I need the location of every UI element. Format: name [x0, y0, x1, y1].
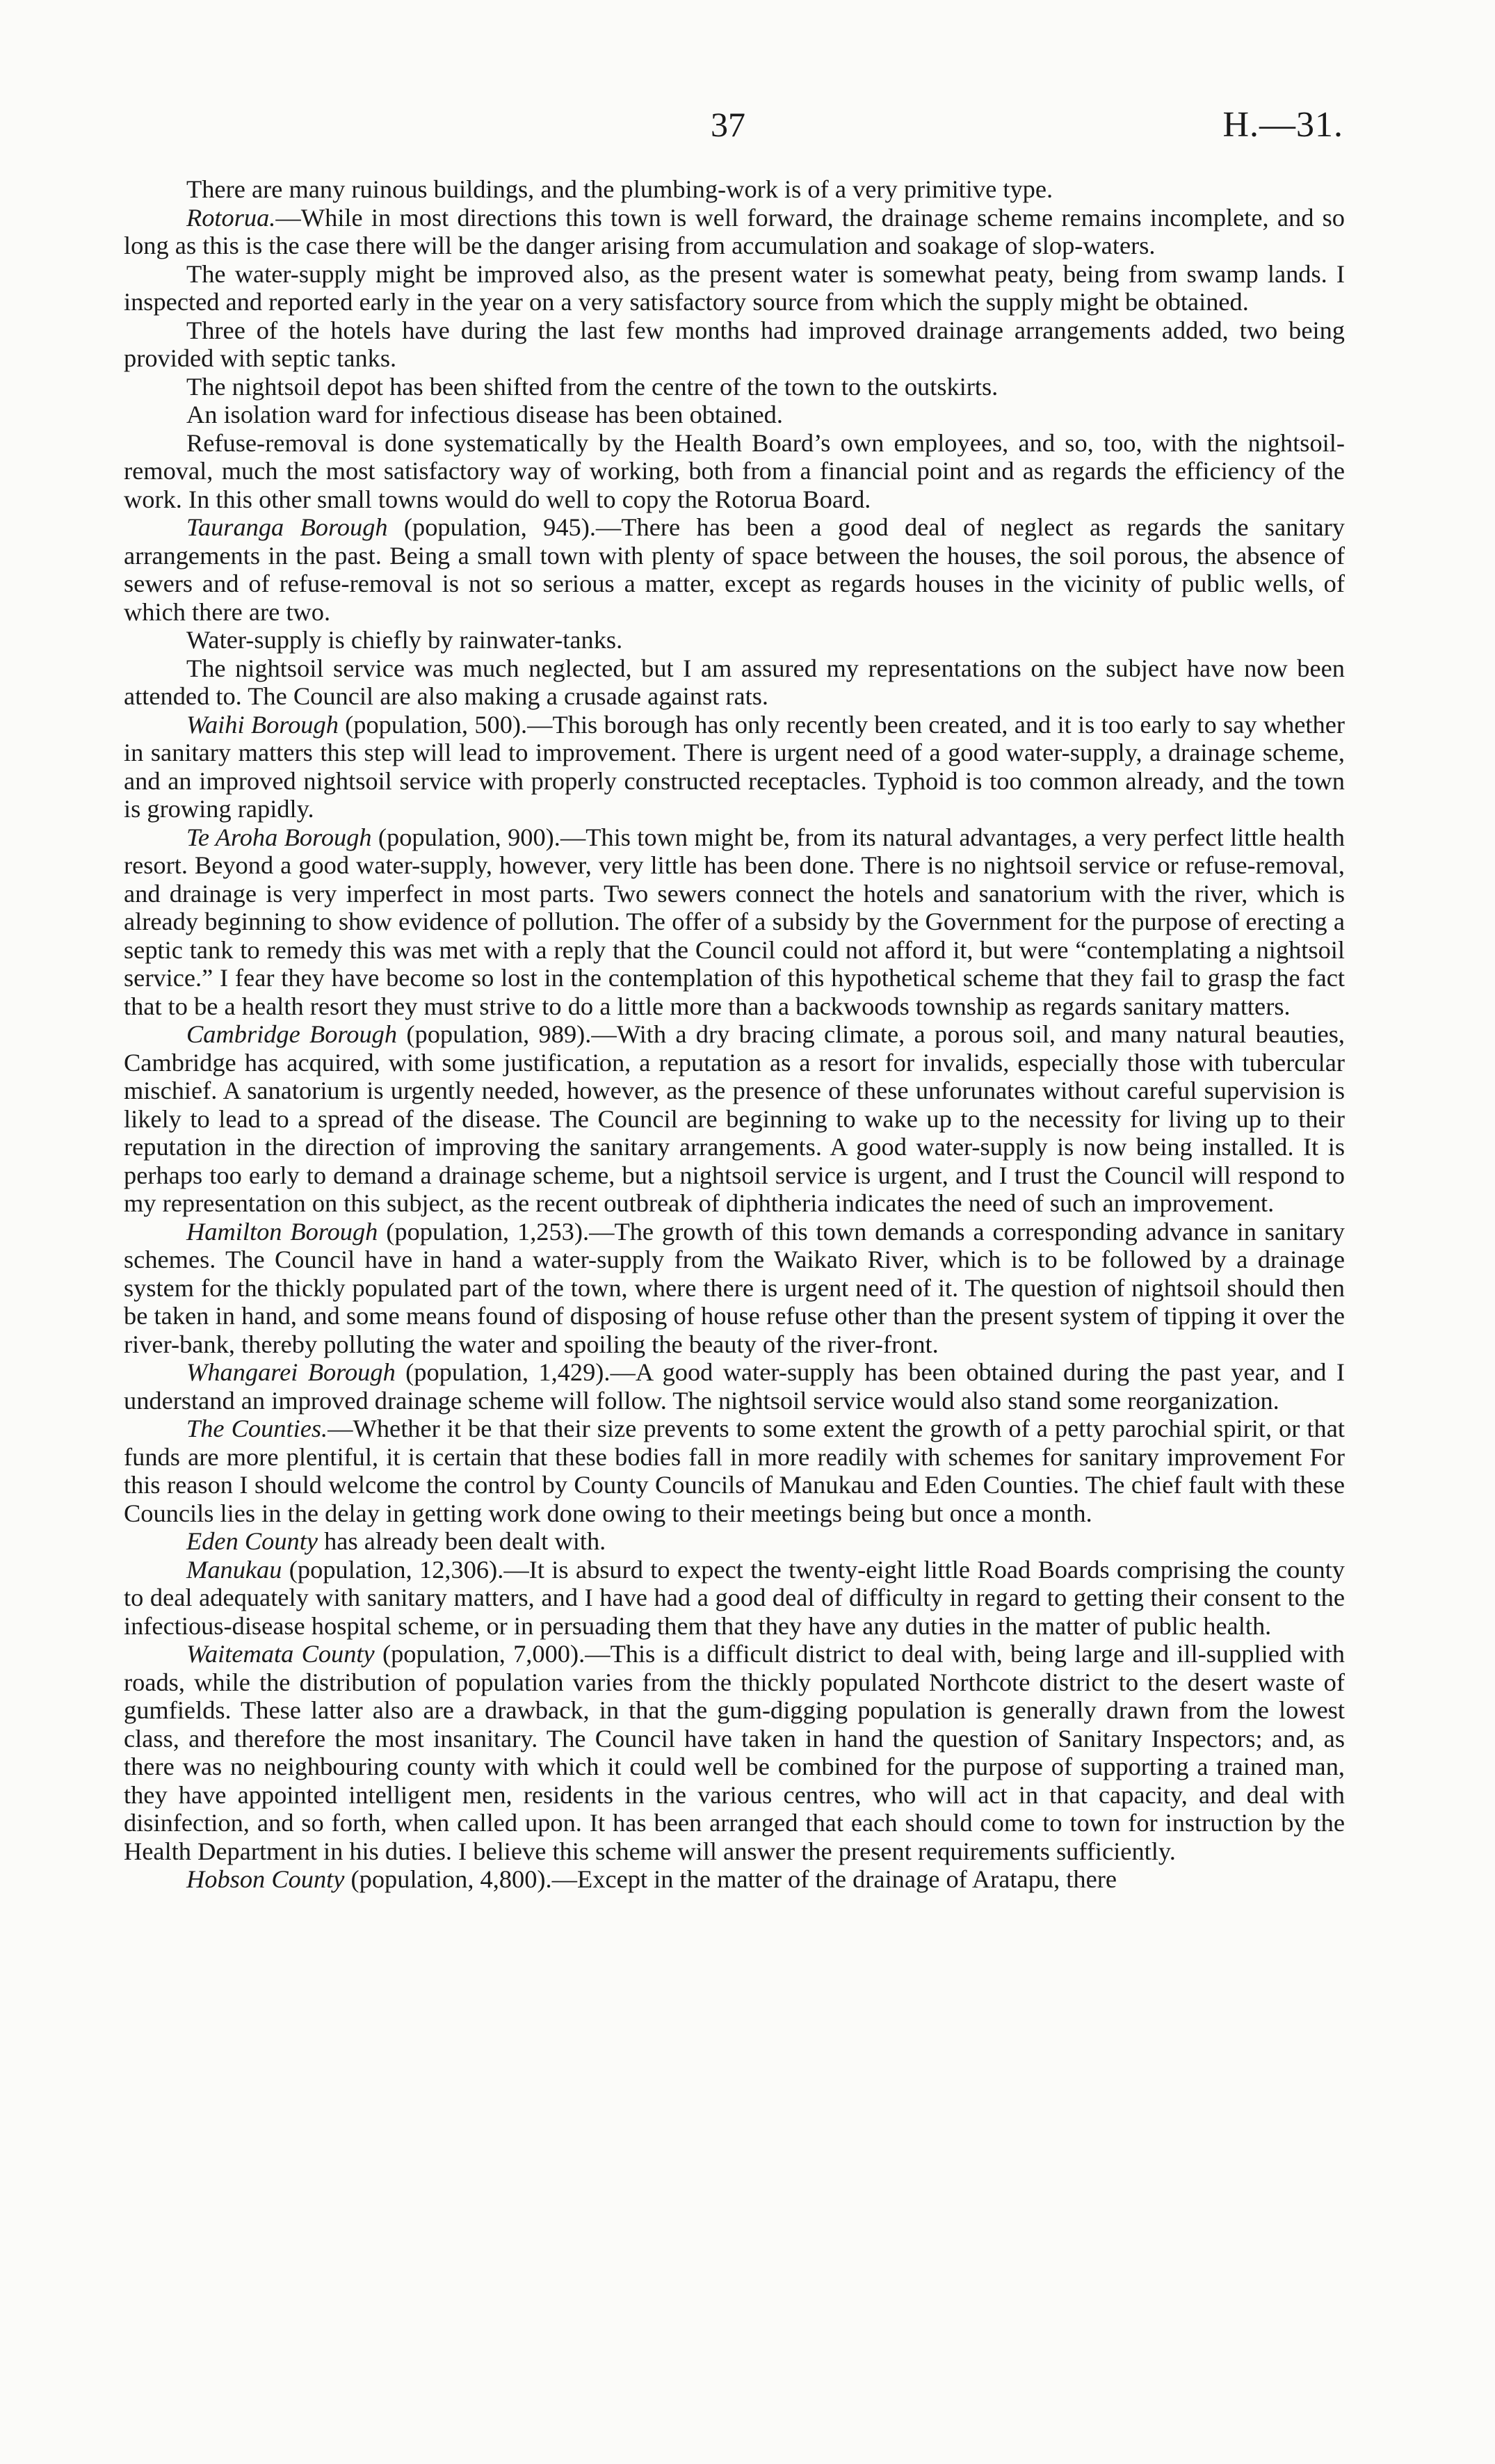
page-number: 37	[711, 105, 745, 144]
paragraph-heading: Te Aroha Borough	[186, 823, 372, 851]
paragraph	[124, 401, 1345, 429]
paragraph	[124, 1527, 1345, 1556]
paragraph-heading: Waihi Borough	[186, 710, 339, 739]
paragraph-text: (population, 12,306).—It is absurd to expect the twenty-eight little Road Boards comprising the county to deal adequately with sanitary matters, and I have had a good deal of difficulty in regard to getting their consent to the infectious-disease hospital scheme, or in persuading them that they have any duties in the matter of public health.	[124, 1555, 1345, 1640]
paragraph	[124, 260, 1345, 316]
paragraph	[124, 1020, 1345, 1218]
paragraph	[124, 429, 1345, 514]
paragraph	[124, 175, 1345, 204]
paragraph-text: —While in most directions this town is well forward, the drainage scheme remains incomplete, and so long as this is the case there will be the danger arising from accumulation and soakage of slop-waters.	[124, 203, 1345, 259]
paragraph	[124, 513, 1345, 626]
paragraph	[124, 204, 1345, 260]
paragraph-text: (population, 1,253).—The growth of this town demands a corresponding advance in sanitary schemes. The Council have in hand a water-supply from the Waikato River, which is to be followed by a drainage system for the thickly populated part of the town, where there is urgent need of it. The question of nightsoil should then be taken in hand, and some means found of disposing of house refuse other than the present system of tipping it over the river-bank, thereby polluting the water and spoiling the beauty of the river-front.	[124, 1217, 1345, 1358]
paragraph-text: Three of the hotels have during the last few months had improved drainage arrangements added, two being provided with septic tanks.	[124, 316, 1345, 372]
paragraph-text: (population, 7,000).—This is a difficult district to deal with, being large and ill-supplied with roads, while the distribution of population varies from the thickly populated Northcote district to the desert waste of gumfields. These latter also are a drawback, in that the gum-digging population is generally drawn from the lowest class, and therefore the most insanitary. The Council have taken in hand the question of Sanitary Inspectors; and, as there was no neighbouring county with which it could well be combined for the purpose of supporting a trained man, they have appointed intelligent men, residents in the various centres, who will act in that capacity, and deal with disinfection, and so forth, when called upon. It has been arranged that each should come to town for instruction by the Health Department in his duties. I believe this scheme will answer the present requirements sufficiently.	[124, 1640, 1345, 1865]
paragraph	[124, 1640, 1345, 1865]
paragraph-text: (population, 900).—This town might be, from its natural advantages, a very perfect little health resort. Beyond a good water-supply, however, very little has been done. There is no nightsoil service or refuse-removal, and drainage is very imperfect in most parts. Two sewers connect the hotels and sanatorium with the river, which is already beginning to show evidence of pollution. The offer of a subsidy by the Government for the purpose of erecting a septic tank to remedy this was met with a reply that the Council could not afford it, but were “contemplating a nightsoil service.” I fear they have become so lost in the contemplation of this hypothetical scheme that they fail to grasp the fact that to be a health resort they must strive to do a little more than a backwoods township as regards sanitary matters.	[124, 823, 1345, 1020]
paragraph	[124, 823, 1345, 1021]
paragraph-heading: Hamilton Borough	[186, 1217, 378, 1246]
paragraph	[124, 711, 1345, 823]
report-body	[124, 175, 1345, 1894]
paragraph-text: An isolation ward for infectious disease has been obtained.	[186, 401, 783, 428]
paragraph	[124, 1358, 1345, 1415]
paragraph-text: The nightsoil service was much neglected, but I am assured my representations on the subject have now been attended to. The Council are also making a crusade against rats.	[124, 654, 1345, 710]
paragraph-heading: Whangarei Borough	[186, 1358, 396, 1386]
paragraph-heading: Cambridge Borough	[186, 1020, 398, 1048]
paragraph	[124, 316, 1345, 373]
paragraph-text: The nightsoil depot has been shifted from the centre of the town to the outskirts.	[186, 372, 999, 401]
paragraph-heading: Manukau	[186, 1555, 282, 1584]
paragraph-text: (population, 500).—This borough has only recently been created, and it is too early to say whether in sanitary matters this step will lead to improvement. There is urgent need of a good water-supply, a drainage scheme, and an improved nightsoil service with properly constructed receptacles. Typhoid is too common already, and the town is growing rapidly.	[124, 710, 1345, 823]
paragraph	[124, 373, 1345, 401]
paragraph-text: (population, 945).—There has been a good deal of neglect as regards the sanitary arrangements in the past. Being a small town with plenty of space between the houses, the soil porous, the absence of sewers and of refuse-removal is not so serious a matter, except as regards houses in the vicinity of public wells, of which there are two.	[124, 513, 1345, 626]
document-reference: H.—31.	[1222, 105, 1343, 145]
paragraph-heading: Eden County	[186, 1527, 318, 1555]
page-header	[0, 104, 1495, 153]
paragraph-heading: Waitemata County	[186, 1640, 375, 1668]
paragraph-heading: Tauranga Borough	[186, 513, 388, 541]
paragraph-text: (population, 1,429).—A good water-supply has been obtained during the past year, and I understand an improved drainage scheme will follow. The nightsoil service would also stand some reorganization.	[124, 1358, 1346, 1415]
paragraph-text: Water-supply is chiefly by rainwater-tanks.	[186, 626, 623, 654]
paragraph-text: Refuse-removal is done systematically by the Health Board’s own employees, and so, too, with the nightsoil-removal, much the most satisfactory way of working, both from a financial point and as regards the efficiency of the work. In this other small towns would do well to copy the Rotorua Board.	[124, 428, 1345, 513]
paragraph-text: has already been dealt with.	[318, 1527, 606, 1555]
paragraph-text: The water-supply might be improved also, as the present water is somewhat peaty, being from swamp lands. I inspected and reported early in the year on a very satisfactory source from which the supply might be obtained.	[124, 259, 1345, 316]
paragraph	[124, 654, 1345, 711]
paragraph	[124, 626, 1345, 654]
paragraph-heading: The Counties.	[186, 1415, 328, 1442]
paragraph-text: (population, 989).—With a dry bracing climate, a porous soil, and many natural beauties, Cambridge has acquired, with some justification, a reputation as a resort for invalids, especially those with tubercular mischief. A sanatorium is urgently needed, however, as the presence of these unforunates without careful supervision is likely to lead to a spread of the disease. The Council are beginning to wake up to the necessity for living up to their reputation in the direction of improving the sanitary arrangements. A good water-supply is now being installed. It is perhaps too early to demand a drainage scheme, but a nightsoil service is urgent, and I trust the Council will respond to my representation on this subject, as the recent outbreak of diphtheria indicates the need of such an improvement.	[124, 1020, 1345, 1217]
paragraph-heading: Rotorua.	[186, 203, 276, 232]
paragraph	[124, 1218, 1345, 1359]
paragraph	[124, 1415, 1345, 1527]
paragraph-heading: Hobson County	[186, 1865, 345, 1893]
paragraph-text: There are many ruinous buildings, and the plumbing-work is of a very primitive type.	[186, 175, 1053, 203]
paragraph	[124, 1556, 1345, 1641]
paragraph-text: (population, 4,800).—Except in the matter of the drainage of Aratapu, there	[344, 1865, 1117, 1893]
paragraph	[124, 1865, 1345, 1894]
paragraph-text: —Whether it be that their size prevents to some extent the growth of a petty parochial spirit, or that funds are more plentiful, it is certain that these bodies fall in more readily with schemes for sanitary improvement For this reason I should welcome the control by County Councils of Manukau and Eden Counties. The chief fault with these Councils lies in the delay in getting work done owing to their meetings being but once a month.	[124, 1415, 1345, 1527]
